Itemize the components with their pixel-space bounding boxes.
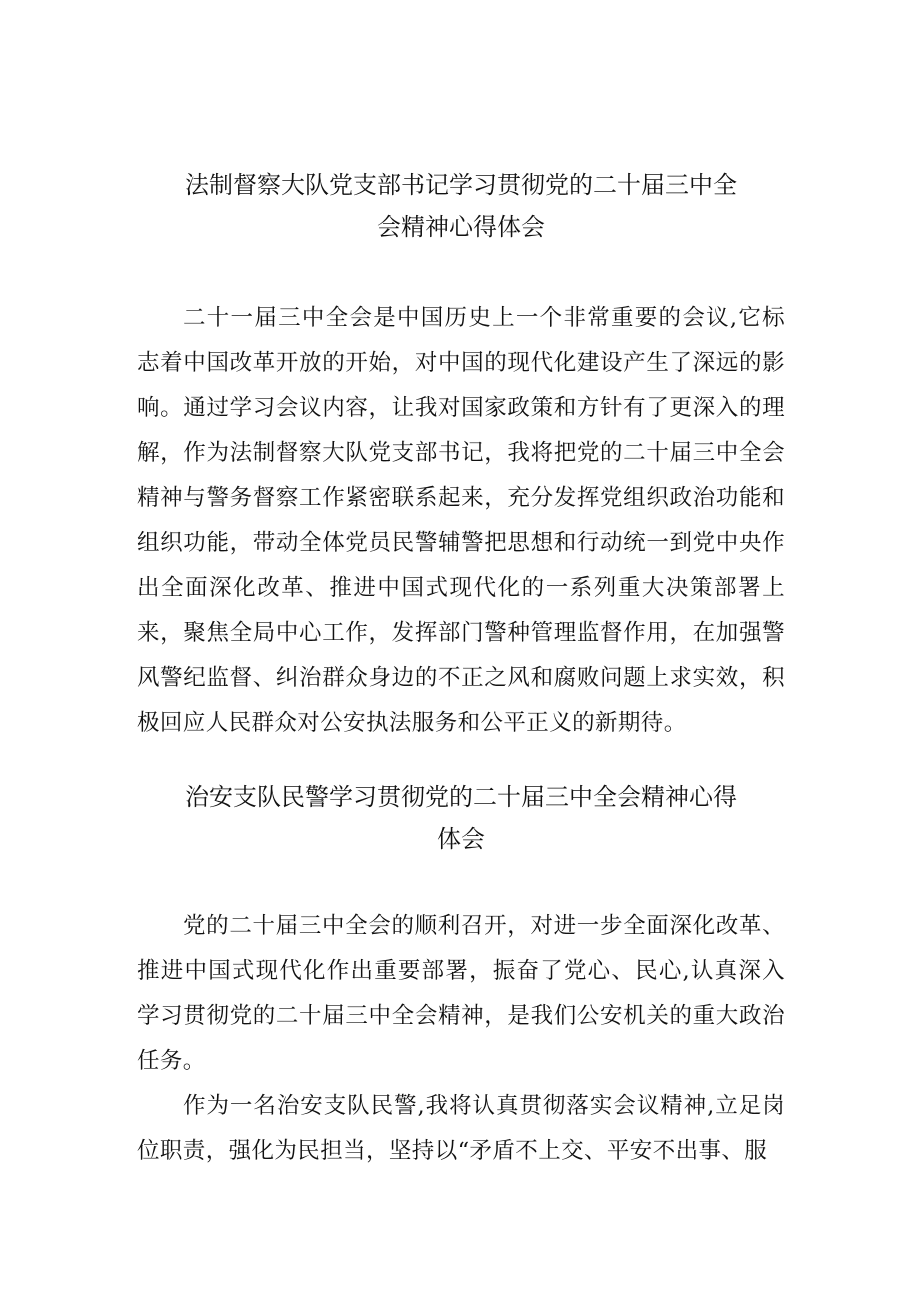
article-2-paragraph-1: 党的二十届三中全会的顺利召开，对进一步全面深化改革、推进中国式现代化作出重要部署，振奋了党心、民心,认真深入学习贯彻党的二十届三中全会精神，是我们公安机关的重大政治任务。 xyxy=(137,913,785,1074)
article-2-paragraph-2: 作为一名治安支队民警,我将认真贯彻落实会议精神,立足岗位职责，强化为民担当，坚持以“矛盾不上交、平安不出事、服 xyxy=(137,1093,785,1164)
article-title-1-line-2: 会精神心得体会 xyxy=(377,213,545,241)
article-title-1-line-1: 法制督察大队党支部书记学习贯彻党的二十届三中全 xyxy=(185,171,737,199)
article-title-2-line-1: 治安支队民警学习贯彻党的二十届三中全会精神心得 xyxy=(185,783,737,811)
article-1-paragraph-1: 二十一届三中全会是中国历史上一个非常重要的会议,它标志着中国改革开放的开始，对中国的现代化建设产生了深远的影响。通过学习会议内容，让我对国家政策和方针有了更深入的理解，作为法制督察大队党支部书记，我将把党的二十届三中全会精神与警务督察工作紧密联系起来，充分发挥党组织政治功能和组织功能，带动全体党员民警辅警把思想和行动统一到党中央作出全面深化改革、推进中国式现代化的一系列重大决策部署上来，聚焦全局中心工作，发挥部门警种管理监督作用，在加强警风警纪监督、纠治群众身边的不正之风和腐败问题上求实效，积极回应人民群众对公安执法服务和公平正义的新期待。 xyxy=(137,305,785,736)
article-title-2-line-2: 体会 xyxy=(437,825,485,853)
article-title-1 xyxy=(137,164,785,248)
article-section-2 xyxy=(137,776,785,1174)
article-title-2 xyxy=(137,776,785,860)
article-section-1 xyxy=(137,164,785,746)
